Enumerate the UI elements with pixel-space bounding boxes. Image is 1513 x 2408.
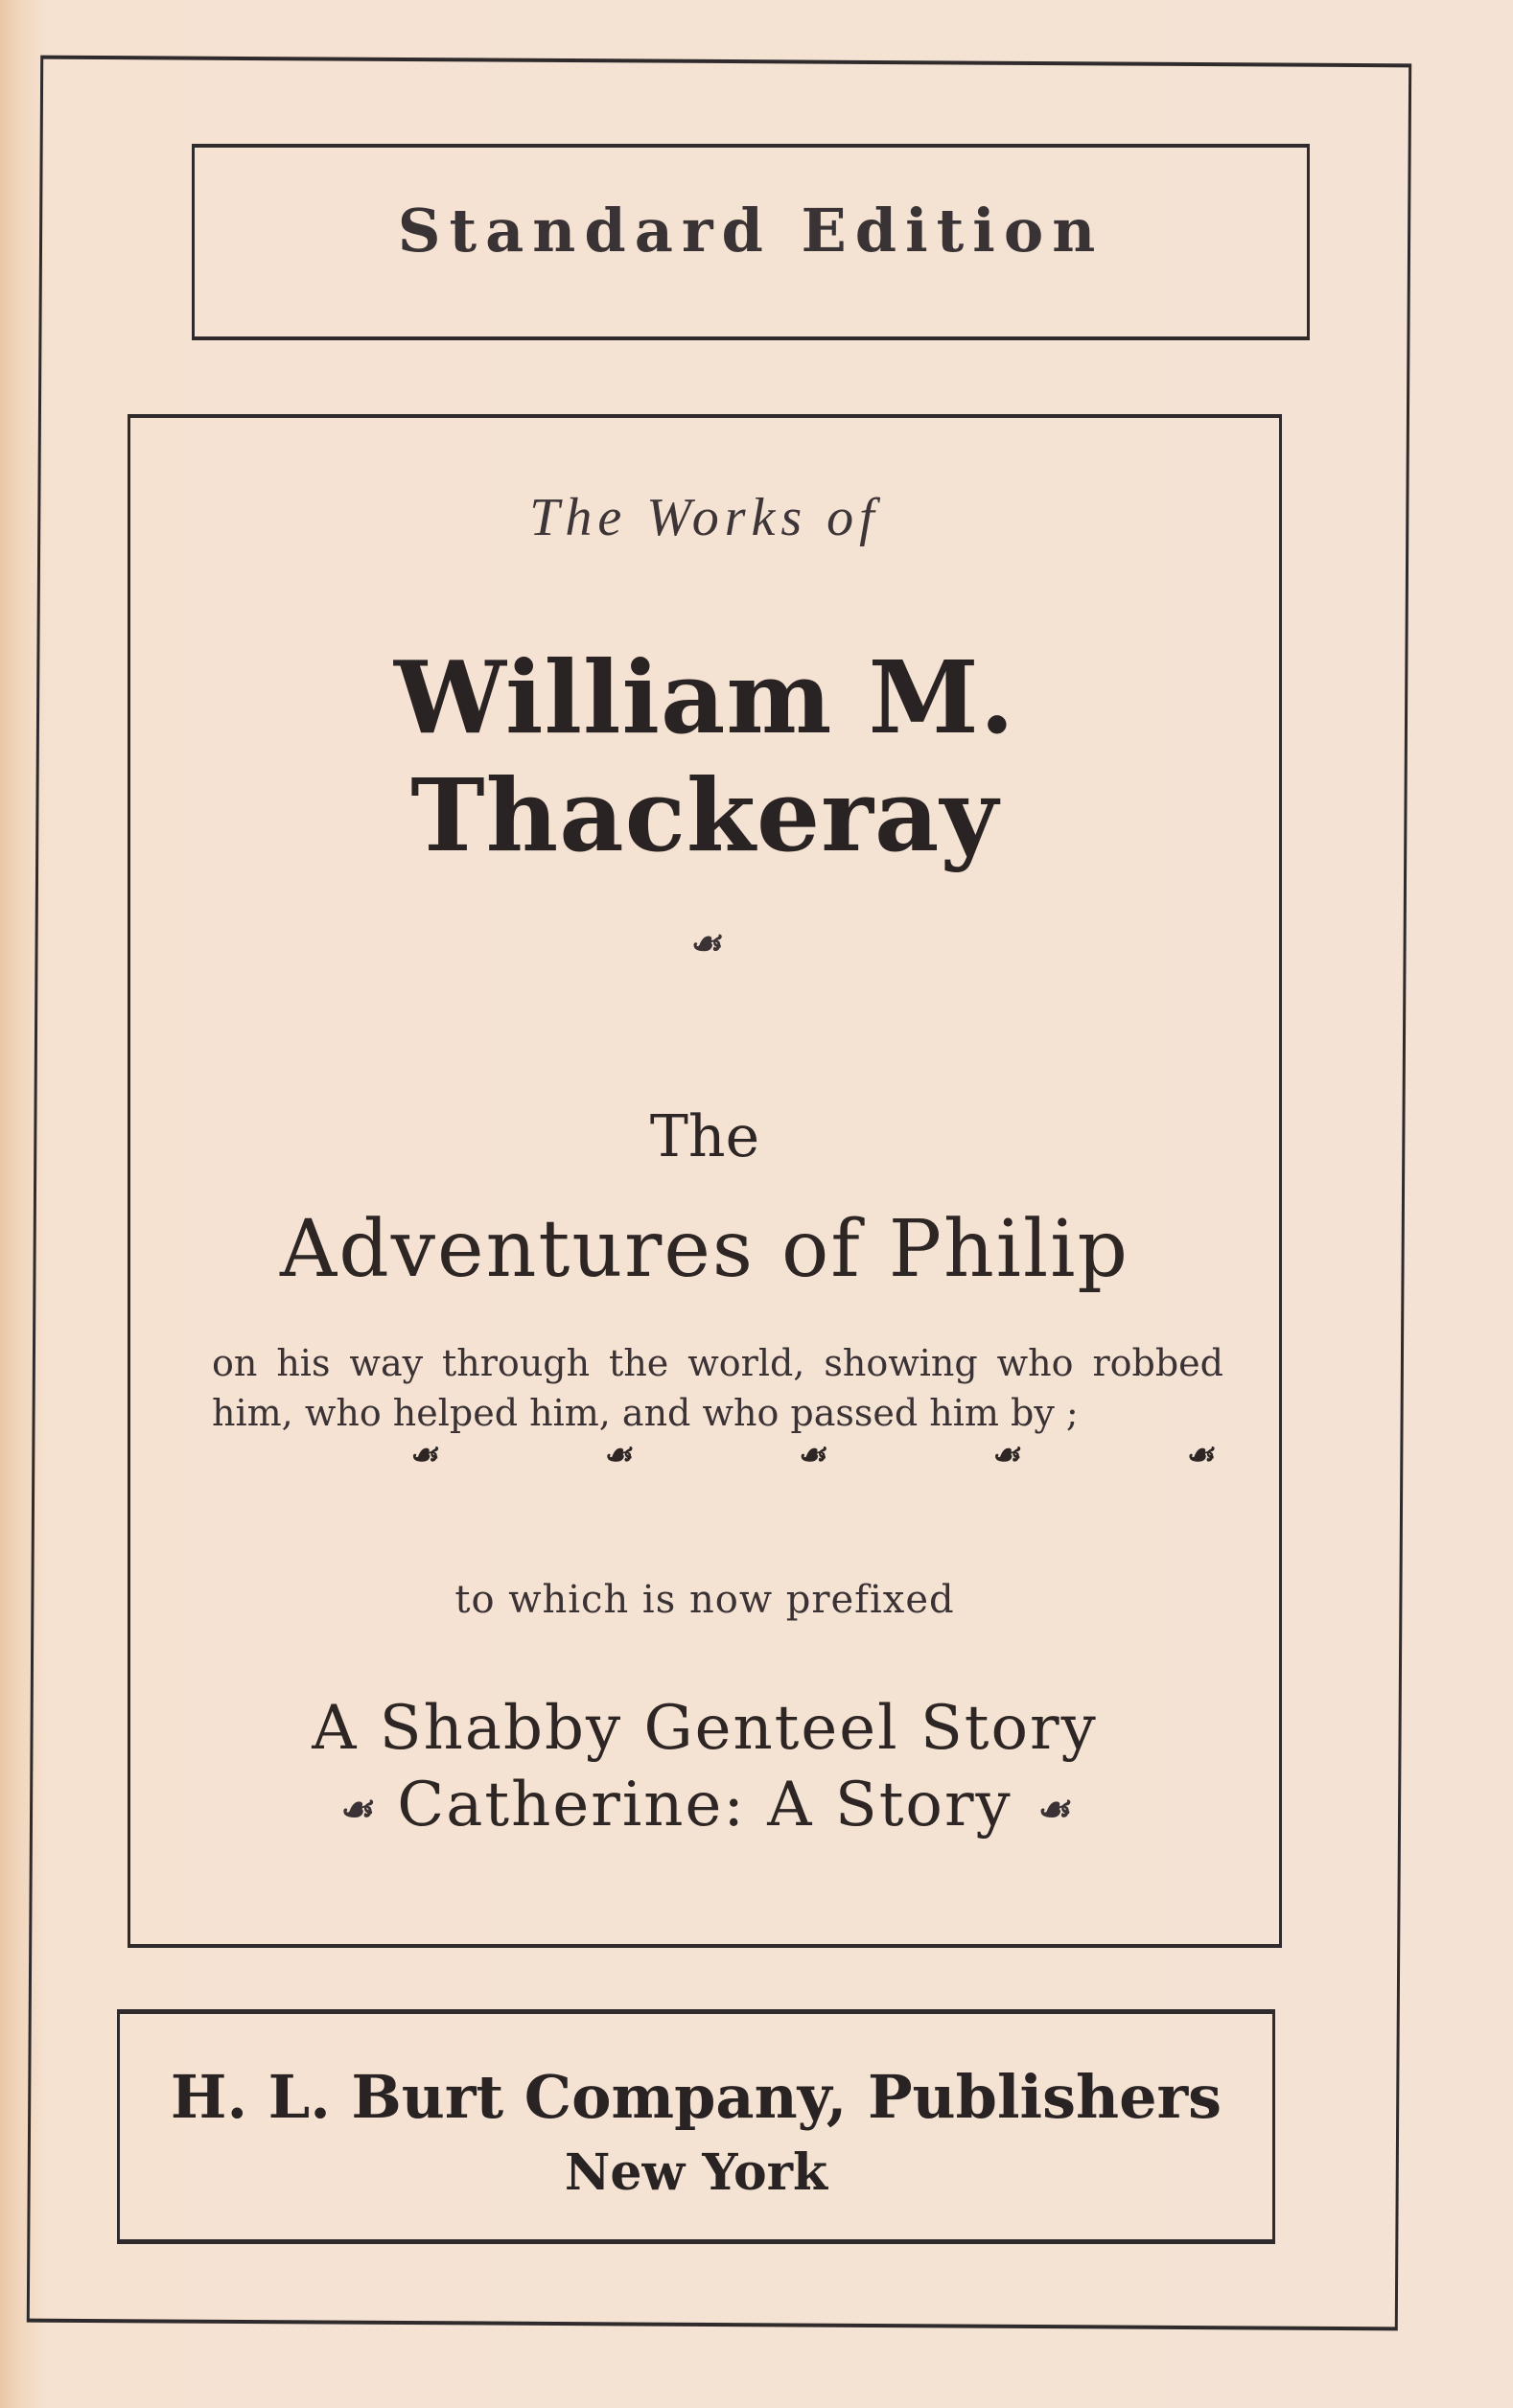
- publisher-name: H. L. Burt Company, Publishers: [170, 2062, 1222, 2132]
- fleuron-icon: ☙: [408, 1436, 438, 1474]
- fleuron-icon: ☙: [1035, 1787, 1072, 1832]
- prefixed-work: A Shabby Genteel Story: [312, 1693, 1098, 1764]
- publisher-city: New York: [564, 2143, 828, 2202]
- fleuron-icon: ☙: [990, 1436, 1020, 1474]
- edition-label: Standard Edition: [397, 196, 1105, 266]
- fleuron-icon: ☙: [687, 921, 722, 964]
- edition-box: [192, 144, 1310, 340]
- prefixed-work: Catherine: A Story: [397, 1770, 1013, 1841]
- book-title: Adventures of Philip: [280, 1204, 1129, 1295]
- prefixed-work-row: [130, 1770, 1279, 1841]
- book-subtitle: on his way through the world, showing who robbed him, who helped him, and who passed him by ;: [212, 1342, 1223, 1434]
- fleuron-icon: ☙: [1184, 1436, 1214, 1474]
- title-box: [128, 414, 1282, 1948]
- fleuron-icon: ☙: [602, 1436, 632, 1474]
- fleuron-icon: ☙: [338, 1787, 375, 1832]
- fleuron-icon: ☙: [796, 1436, 826, 1474]
- publisher-box: [117, 2009, 1275, 2244]
- title-article: The: [649, 1103, 760, 1170]
- ornament-row: [408, 1436, 1214, 1474]
- series-prefix: The Works of: [529, 488, 880, 547]
- author-name: William M. Thackeray: [394, 638, 1015, 874]
- prefix-note: to which is now prefixed: [454, 1578, 955, 1622]
